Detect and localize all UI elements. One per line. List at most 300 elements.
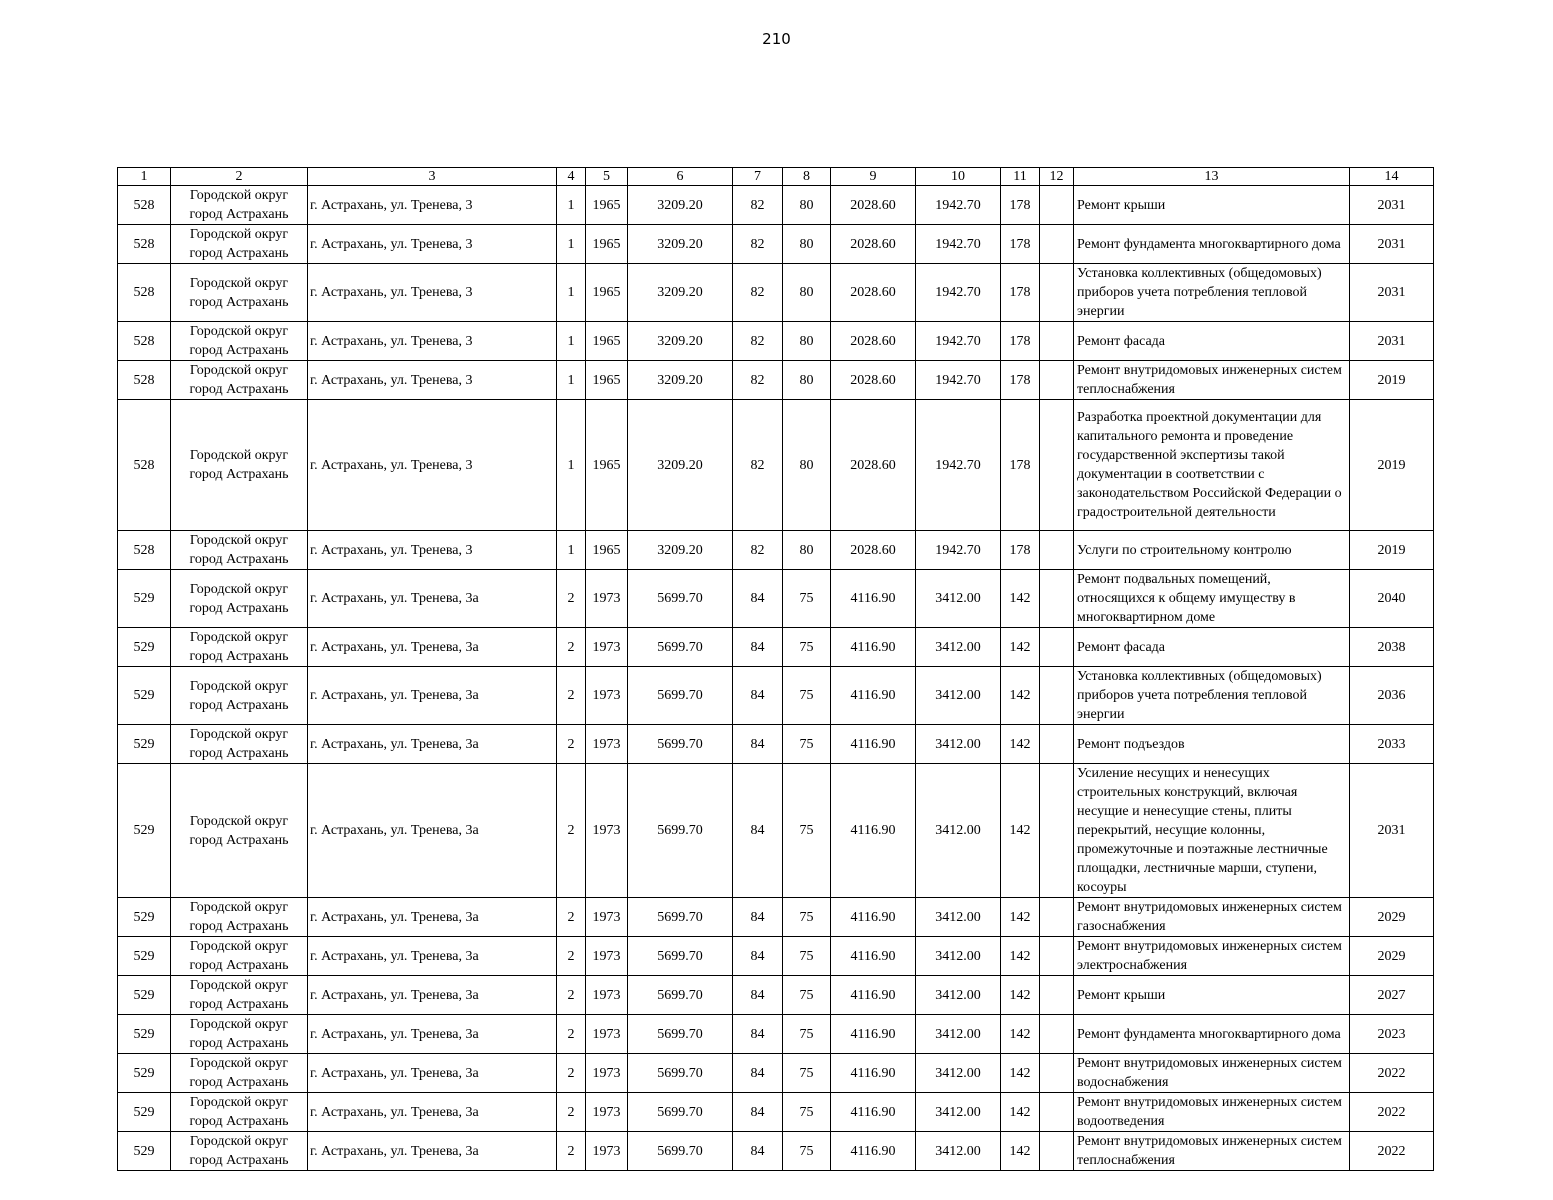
table-cell-col-13: Установка коллективных (общедомовых) приборов учета потребления тепловой энергии <box>1074 667 1350 725</box>
table-cell-col-6: 5699.70 <box>628 628 733 667</box>
table-cell-col-7: 82 <box>733 264 783 322</box>
table-cell-col-3: г. Астрахань, ул. Тренева, 3а <box>308 937 557 976</box>
table-cell-col-5: 1973 <box>586 628 628 667</box>
column-header-3: 3 <box>308 168 557 186</box>
table-cell-col-11: 178 <box>1001 322 1040 361</box>
table-cell-col-11: 142 <box>1001 570 1040 628</box>
table-cell-col-10: 1942.70 <box>916 264 1001 322</box>
table-cell-col-8: 75 <box>783 1054 831 1093</box>
table-cell-col-7: 84 <box>733 976 783 1015</box>
table-cell-col-8: 75 <box>783 898 831 937</box>
table-cell-col-12 <box>1040 725 1074 764</box>
table-cell-col-5: 1973 <box>586 725 628 764</box>
table-cell-col-9: 2028.60 <box>831 264 916 322</box>
table-cell-col-9: 2028.60 <box>831 322 916 361</box>
table-cell-col-3: г. Астрахань, ул. Тренева, 3а <box>308 1015 557 1054</box>
table-cell-col-1: 529 <box>118 1015 171 1054</box>
column-header-2: 2 <box>171 168 308 186</box>
table-cell-col-14: 2038 <box>1350 628 1434 667</box>
table-row <box>118 1132 1434 1171</box>
header-row <box>118 168 1434 186</box>
table-cell-col-5: 1973 <box>586 1132 628 1171</box>
table-row <box>118 1093 1434 1132</box>
table-cell-col-2: Городской округ город Астрахань <box>171 322 308 361</box>
table-cell-col-6: 3209.20 <box>628 264 733 322</box>
table-cell-col-8: 75 <box>783 976 831 1015</box>
column-header-5: 5 <box>586 168 628 186</box>
table-cell-col-6: 5699.70 <box>628 570 733 628</box>
table-cell-col-3: г. Астрахань, ул. Тренева, 3 <box>308 361 557 400</box>
table-cell-col-5: 1973 <box>586 570 628 628</box>
table-cell-col-12 <box>1040 322 1074 361</box>
table-cell-col-12 <box>1040 361 1074 400</box>
table-row <box>118 667 1434 725</box>
table-cell-col-2: Городской округ город Астрахань <box>171 976 308 1015</box>
table-cell-col-14: 2029 <box>1350 898 1434 937</box>
table-cell-col-7: 84 <box>733 1093 783 1132</box>
table-cell-col-4: 2 <box>557 898 586 937</box>
table-cell-col-13: Ремонт подвальных помещений, относящихся к общему имуществу в многоквартирном доме <box>1074 570 1350 628</box>
table-cell-col-11: 178 <box>1001 400 1040 531</box>
table-cell-col-14: 2031 <box>1350 322 1434 361</box>
table-cell-col-6: 5699.70 <box>628 1054 733 1093</box>
table-cell-col-2: Городской округ город Астрахань <box>171 1054 308 1093</box>
table-cell-col-14: 2040 <box>1350 570 1434 628</box>
table-cell-col-1: 528 <box>118 361 171 400</box>
table-cell-col-1: 529 <box>118 937 171 976</box>
table-cell-col-4: 1 <box>557 531 586 570</box>
table-cell-col-3: г. Астрахань, ул. Тренева, 3а <box>308 628 557 667</box>
table-row <box>118 186 1434 225</box>
table-cell-col-1: 528 <box>118 322 171 361</box>
table-cell-col-10: 3412.00 <box>916 628 1001 667</box>
table-cell-col-3: г. Астрахань, ул. Тренева, 3 <box>308 531 557 570</box>
table-cell-col-5: 1973 <box>586 1093 628 1132</box>
table-cell-col-13: Установка коллективных (общедомовых) приборов учета потребления тепловой энергии <box>1074 264 1350 322</box>
table-cell-col-14: 2022 <box>1350 1054 1434 1093</box>
table-cell-col-7: 84 <box>733 628 783 667</box>
column-header-8: 8 <box>783 168 831 186</box>
table-cell-col-5: 1973 <box>586 976 628 1015</box>
table-cell-col-4: 1 <box>557 361 586 400</box>
table-cell-col-7: 82 <box>733 361 783 400</box>
table-cell-col-4: 2 <box>557 1093 586 1132</box>
table-cell-col-7: 84 <box>733 667 783 725</box>
table-row <box>118 225 1434 264</box>
table-cell-col-2: Городской округ город Астрахань <box>171 264 308 322</box>
table-cell-col-5: 1965 <box>586 225 628 264</box>
table-cell-col-2: Городской округ город Астрахань <box>171 361 308 400</box>
table-cell-col-14: 2019 <box>1350 400 1434 531</box>
table-cell-col-14: 2029 <box>1350 937 1434 976</box>
table-cell-col-1: 529 <box>118 1093 171 1132</box>
table-cell-col-7: 84 <box>733 898 783 937</box>
table-cell-col-10: 3412.00 <box>916 898 1001 937</box>
table-cell-col-2: Городской округ город Астрахань <box>171 764 308 898</box>
table-cell-col-11: 142 <box>1001 1054 1040 1093</box>
table-cell-col-11: 142 <box>1001 976 1040 1015</box>
table-cell-col-1: 529 <box>118 667 171 725</box>
table-row <box>118 976 1434 1015</box>
table-cell-col-12 <box>1040 667 1074 725</box>
table-cell-col-10: 1942.70 <box>916 361 1001 400</box>
table-cell-col-6: 5699.70 <box>628 1132 733 1171</box>
table-cell-col-8: 80 <box>783 400 831 531</box>
column-header-6: 6 <box>628 168 733 186</box>
table-cell-col-9: 4116.90 <box>831 1132 916 1171</box>
table-cell-col-11: 142 <box>1001 628 1040 667</box>
table-cell-col-7: 84 <box>733 570 783 628</box>
table-cell-col-14: 2036 <box>1350 667 1434 725</box>
table-cell-col-13: Ремонт крыши <box>1074 976 1350 1015</box>
table-cell-col-7: 82 <box>733 531 783 570</box>
table-cell-col-5: 1973 <box>586 1015 628 1054</box>
table-cell-col-7: 84 <box>733 1015 783 1054</box>
table-cell-col-14: 2031 <box>1350 764 1434 898</box>
table-cell-col-3: г. Астрахань, ул. Тренева, 3 <box>308 264 557 322</box>
table-cell-col-7: 82 <box>733 322 783 361</box>
table-cell-col-9: 4116.90 <box>831 570 916 628</box>
table-cell-col-4: 2 <box>557 667 586 725</box>
table-cell-col-3: г. Астрахань, ул. Тренева, 3 <box>308 322 557 361</box>
table-cell-col-7: 82 <box>733 186 783 225</box>
column-header-1: 1 <box>118 168 171 186</box>
table-cell-col-8: 80 <box>783 186 831 225</box>
table-cell-col-12 <box>1040 225 1074 264</box>
table-cell-col-2: Городской округ город Астрахань <box>171 1093 308 1132</box>
column-header-7: 7 <box>733 168 783 186</box>
table-cell-col-12 <box>1040 764 1074 898</box>
table-cell-col-12 <box>1040 264 1074 322</box>
table-cell-col-3: г. Астрахань, ул. Тренева, 3 <box>308 400 557 531</box>
table-cell-col-5: 1965 <box>586 400 628 531</box>
page-number: 210 <box>762 30 791 48</box>
table-cell-col-8: 75 <box>783 570 831 628</box>
table-cell-col-9: 4116.90 <box>831 1093 916 1132</box>
table-cell-col-9: 2028.60 <box>831 225 916 264</box>
table-row <box>118 628 1434 667</box>
table-cell-col-13: Ремонт внутридомовых инженерных систем электроснабжения <box>1074 937 1350 976</box>
table-cell-col-6: 5699.70 <box>628 937 733 976</box>
table-row <box>118 400 1434 531</box>
table-cell-col-4: 1 <box>557 264 586 322</box>
table-cell-col-11: 142 <box>1001 1132 1040 1171</box>
table-cell-col-2: Городской округ город Астрахань <box>171 898 308 937</box>
table-cell-col-3: г. Астрахань, ул. Тренева, 3 <box>308 225 557 264</box>
table-cell-col-9: 2028.60 <box>831 531 916 570</box>
table-cell-col-10: 3412.00 <box>916 570 1001 628</box>
table-cell-col-4: 2 <box>557 937 586 976</box>
table-cell-col-8: 75 <box>783 1132 831 1171</box>
table-cell-col-9: 4116.90 <box>831 667 916 725</box>
table-cell-col-7: 84 <box>733 764 783 898</box>
table-cell-col-10: 3412.00 <box>916 1015 1001 1054</box>
table-cell-col-6: 5699.70 <box>628 1015 733 1054</box>
table-cell-col-12 <box>1040 531 1074 570</box>
table-cell-col-14: 2031 <box>1350 225 1434 264</box>
table-cell-col-5: 1973 <box>586 1054 628 1093</box>
table-cell-col-6: 3209.20 <box>628 186 733 225</box>
table-cell-col-6: 3209.20 <box>628 225 733 264</box>
table-cell-col-3: г. Астрахань, ул. Тренева, 3а <box>308 667 557 725</box>
table-cell-col-2: Городской округ город Астрахань <box>171 531 308 570</box>
table-cell-col-11: 178 <box>1001 186 1040 225</box>
table-cell-col-1: 529 <box>118 628 171 667</box>
table-cell-col-10: 1942.70 <box>916 400 1001 531</box>
table-cell-col-13: Ремонт внутридомовых инженерных систем газоснабжения <box>1074 898 1350 937</box>
table-cell-col-14: 2022 <box>1350 1132 1434 1171</box>
table-cell-col-3: г. Астрахань, ул. Тренева, 3а <box>308 1054 557 1093</box>
table-cell-col-2: Городской округ город Астрахань <box>171 1015 308 1054</box>
table-cell-col-6: 5699.70 <box>628 725 733 764</box>
table-cell-col-2: Городской округ город Астрахань <box>171 570 308 628</box>
table-cell-col-10: 1942.70 <box>916 225 1001 264</box>
table-cell-col-13: Ремонт фасада <box>1074 322 1350 361</box>
table-cell-col-10: 3412.00 <box>916 764 1001 898</box>
table-cell-col-5: 1973 <box>586 898 628 937</box>
table-cell-col-4: 1 <box>557 322 586 361</box>
table-cell-col-11: 178 <box>1001 225 1040 264</box>
table-cell-col-7: 84 <box>733 1054 783 1093</box>
table-cell-col-11: 142 <box>1001 1015 1040 1054</box>
table-cell-col-13: Разработка проектной документации для капитального ремонта и проведение государственной экспертизы такой документации в соответствии с законодательством Российской Федерации о градостроительной деятельности <box>1074 400 1350 531</box>
table-cell-col-13: Ремонт подъездов <box>1074 725 1350 764</box>
table-cell-col-12 <box>1040 1015 1074 1054</box>
table-cell-col-2: Городской округ город Астрахань <box>171 400 308 531</box>
table-cell-col-9: 4116.90 <box>831 1015 916 1054</box>
table-cell-col-3: г. Астрахань, ул. Тренева, 3а <box>308 764 557 898</box>
table-cell-col-13: Усиление несущих и ненесущих строительных конструкций, включая несущие и ненесущие стены, плиты перекрытий, несущие колонны, промежуточные и поэтажные лестничные площадки, лестничные марши, ступени, косоуры <box>1074 764 1350 898</box>
table-cell-col-3: г. Астрахань, ул. Тренева, 3а <box>308 898 557 937</box>
table-cell-col-6: 5699.70 <box>628 1093 733 1132</box>
table-cell-col-13: Ремонт внутридомовых инженерных систем водоснабжения <box>1074 1054 1350 1093</box>
table-cell-col-12 <box>1040 628 1074 667</box>
column-header-9: 9 <box>831 168 916 186</box>
table-cell-col-3: г. Астрахань, ул. Тренева, 3а <box>308 1132 557 1171</box>
table-cell-col-2: Городской округ город Астрахань <box>171 937 308 976</box>
column-header-12: 12 <box>1040 168 1074 186</box>
table-cell-col-4: 2 <box>557 764 586 898</box>
table-cell-col-13: Ремонт фундамента многоквартирного дома <box>1074 1015 1350 1054</box>
table-cell-col-4: 2 <box>557 628 586 667</box>
table-cell-col-11: 178 <box>1001 264 1040 322</box>
table-cell-col-12 <box>1040 186 1074 225</box>
table-cell-col-5: 1973 <box>586 667 628 725</box>
table-cell-col-8: 75 <box>783 628 831 667</box>
table-cell-col-8: 80 <box>783 264 831 322</box>
table-cell-col-13: Ремонт внутридомовых инженерных систем теплоснабжения <box>1074 361 1350 400</box>
table-cell-col-10: 3412.00 <box>916 725 1001 764</box>
table-cell-col-4: 2 <box>557 1015 586 1054</box>
table-cell-col-10: 3412.00 <box>916 667 1001 725</box>
column-header-10: 10 <box>916 168 1001 186</box>
table-cell-col-14: 2019 <box>1350 531 1434 570</box>
table-cell-col-9: 4116.90 <box>831 898 916 937</box>
table-row <box>118 725 1434 764</box>
table-cell-col-1: 529 <box>118 1054 171 1093</box>
table-cell-col-5: 1965 <box>586 264 628 322</box>
table-cell-col-6: 5699.70 <box>628 898 733 937</box>
repair-schedule-table <box>117 167 1434 1171</box>
table-cell-col-12 <box>1040 570 1074 628</box>
column-header-11: 11 <box>1001 168 1040 186</box>
table-cell-col-1: 529 <box>118 570 171 628</box>
table-cell-col-9: 4116.90 <box>831 628 916 667</box>
table-cell-col-7: 84 <box>733 725 783 764</box>
table-cell-col-4: 2 <box>557 570 586 628</box>
table-cell-col-7: 82 <box>733 225 783 264</box>
table-cell-col-8: 75 <box>783 725 831 764</box>
table-cell-col-4: 2 <box>557 1132 586 1171</box>
table-cell-col-10: 3412.00 <box>916 1132 1001 1171</box>
table-cell-col-9: 2028.60 <box>831 361 916 400</box>
table-cell-col-2: Городской округ город Астрахань <box>171 186 308 225</box>
table-cell-col-3: г. Астрахань, ул. Тренева, 3а <box>308 725 557 764</box>
table-cell-col-1: 528 <box>118 186 171 225</box>
table-cell-col-11: 142 <box>1001 1093 1040 1132</box>
column-header-13: 13 <box>1074 168 1350 186</box>
table-row <box>118 937 1434 976</box>
table-cell-col-8: 75 <box>783 937 831 976</box>
table-cell-col-14: 2019 <box>1350 361 1434 400</box>
table-cell-col-8: 80 <box>783 322 831 361</box>
table-row <box>118 570 1434 628</box>
table-cell-col-13: Ремонт внутридомовых инженерных систем водоотведения <box>1074 1093 1350 1132</box>
table-cell-col-13: Ремонт фасада <box>1074 628 1350 667</box>
column-header-4: 4 <box>557 168 586 186</box>
table-cell-col-10: 1942.70 <box>916 186 1001 225</box>
table-row <box>118 898 1434 937</box>
table-cell-col-12 <box>1040 1132 1074 1171</box>
table-cell-col-3: г. Астрахань, ул. Тренева, 3а <box>308 570 557 628</box>
table-cell-col-7: 82 <box>733 400 783 531</box>
table-cell-col-14: 2031 <box>1350 186 1434 225</box>
table-cell-col-2: Городской округ город Астрахань <box>171 667 308 725</box>
table-row <box>118 1054 1434 1093</box>
table-cell-col-12 <box>1040 937 1074 976</box>
table-cell-col-6: 3209.20 <box>628 400 733 531</box>
table-cell-col-7: 84 <box>733 937 783 976</box>
table-cell-col-1: 528 <box>118 531 171 570</box>
table-cell-col-6: 5699.70 <box>628 764 733 898</box>
table-cell-col-10: 3412.00 <box>916 976 1001 1015</box>
table-cell-col-1: 528 <box>118 264 171 322</box>
table-cell-col-9: 4116.90 <box>831 764 916 898</box>
table-cell-col-6: 5699.70 <box>628 667 733 725</box>
table-cell-col-1: 529 <box>118 764 171 898</box>
table-cell-col-3: г. Астрахань, ул. Тренева, 3а <box>308 976 557 1015</box>
table-cell-col-5: 1973 <box>586 937 628 976</box>
table-cell-col-8: 75 <box>783 1015 831 1054</box>
table-cell-col-14: 2027 <box>1350 976 1434 1015</box>
table-cell-col-14: 2033 <box>1350 725 1434 764</box>
table-row <box>118 361 1434 400</box>
table-cell-col-13: Услуги по строительному контролю <box>1074 531 1350 570</box>
table-cell-col-6: 5699.70 <box>628 976 733 1015</box>
table-cell-col-8: 80 <box>783 225 831 264</box>
table-cell-col-7: 84 <box>733 1132 783 1171</box>
table-cell-col-4: 1 <box>557 400 586 531</box>
table-cell-col-12 <box>1040 400 1074 531</box>
table-cell-col-12 <box>1040 976 1074 1015</box>
table-cell-col-9: 2028.60 <box>831 186 916 225</box>
table-cell-col-8: 75 <box>783 1093 831 1132</box>
table-cell-col-10: 1942.70 <box>916 322 1001 361</box>
table-cell-col-10: 3412.00 <box>916 1093 1001 1132</box>
table-cell-col-6: 3209.20 <box>628 361 733 400</box>
table-cell-col-14: 2023 <box>1350 1015 1434 1054</box>
table-cell-col-8: 80 <box>783 361 831 400</box>
table-cell-col-9: 2028.60 <box>831 400 916 531</box>
table-cell-col-5: 1973 <box>586 764 628 898</box>
table-cell-col-5: 1965 <box>586 322 628 361</box>
table-cell-col-11: 142 <box>1001 898 1040 937</box>
table-cell-col-11: 178 <box>1001 531 1040 570</box>
table-cell-col-5: 1965 <box>586 186 628 225</box>
table-cell-col-9: 4116.90 <box>831 725 916 764</box>
table-cell-col-2: Городской округ город Астрахань <box>171 1132 308 1171</box>
table-cell-col-8: 75 <box>783 764 831 898</box>
table-cell-col-14: 2022 <box>1350 1093 1434 1132</box>
table-cell-col-4: 2 <box>557 725 586 764</box>
table-cell-col-11: 178 <box>1001 361 1040 400</box>
table-cell-col-10: 3412.00 <box>916 1054 1001 1093</box>
table-cell-col-1: 528 <box>118 400 171 531</box>
table-cell-col-3: г. Астрахань, ул. Тренева, 3 <box>308 186 557 225</box>
table-cell-col-9: 4116.90 <box>831 1054 916 1093</box>
table-row <box>118 1015 1434 1054</box>
column-header-14: 14 <box>1350 168 1434 186</box>
table-cell-col-10: 3412.00 <box>916 937 1001 976</box>
table-cell-col-12 <box>1040 1093 1074 1132</box>
table-cell-col-6: 3209.20 <box>628 531 733 570</box>
table-cell-col-4: 1 <box>557 225 586 264</box>
table-cell-col-4: 1 <box>557 186 586 225</box>
table-cell-col-9: 4116.90 <box>831 976 916 1015</box>
table-cell-col-13: Ремонт крыши <box>1074 186 1350 225</box>
table-cell-col-1: 529 <box>118 976 171 1015</box>
table-cell-col-1: 529 <box>118 725 171 764</box>
table-row <box>118 531 1434 570</box>
table-cell-col-12 <box>1040 1054 1074 1093</box>
table-cell-col-11: 142 <box>1001 937 1040 976</box>
table-cell-col-11: 142 <box>1001 725 1040 764</box>
table-cell-col-13: Ремонт внутридомовых инженерных систем теплоснабжения <box>1074 1132 1350 1171</box>
table-cell-col-13: Ремонт фундамента многоквартирного дома <box>1074 225 1350 264</box>
table-cell-col-1: 528 <box>118 225 171 264</box>
table-cell-col-8: 80 <box>783 531 831 570</box>
table-cell-col-12 <box>1040 898 1074 937</box>
table-cell-col-3: г. Астрахань, ул. Тренева, 3а <box>308 1093 557 1132</box>
table-cell-col-2: Городской округ город Астрахань <box>171 628 308 667</box>
table-cell-col-4: 2 <box>557 976 586 1015</box>
table-cell-col-11: 142 <box>1001 764 1040 898</box>
table-cell-col-1: 529 <box>118 898 171 937</box>
table-cell-col-5: 1965 <box>586 531 628 570</box>
table-row <box>118 264 1434 322</box>
table-cell-col-5: 1965 <box>586 361 628 400</box>
table-cell-col-2: Городской округ город Астрахань <box>171 225 308 264</box>
table-cell-col-10: 1942.70 <box>916 531 1001 570</box>
table-cell-col-1: 529 <box>118 1132 171 1171</box>
table-cell-col-8: 75 <box>783 667 831 725</box>
table-cell-col-4: 2 <box>557 1054 586 1093</box>
table-cell-col-14: 2031 <box>1350 264 1434 322</box>
table-cell-col-2: Городской округ город Астрахань <box>171 725 308 764</box>
table-row <box>118 322 1434 361</box>
table-cell-col-9: 4116.90 <box>831 937 916 976</box>
table-cell-col-11: 142 <box>1001 667 1040 725</box>
